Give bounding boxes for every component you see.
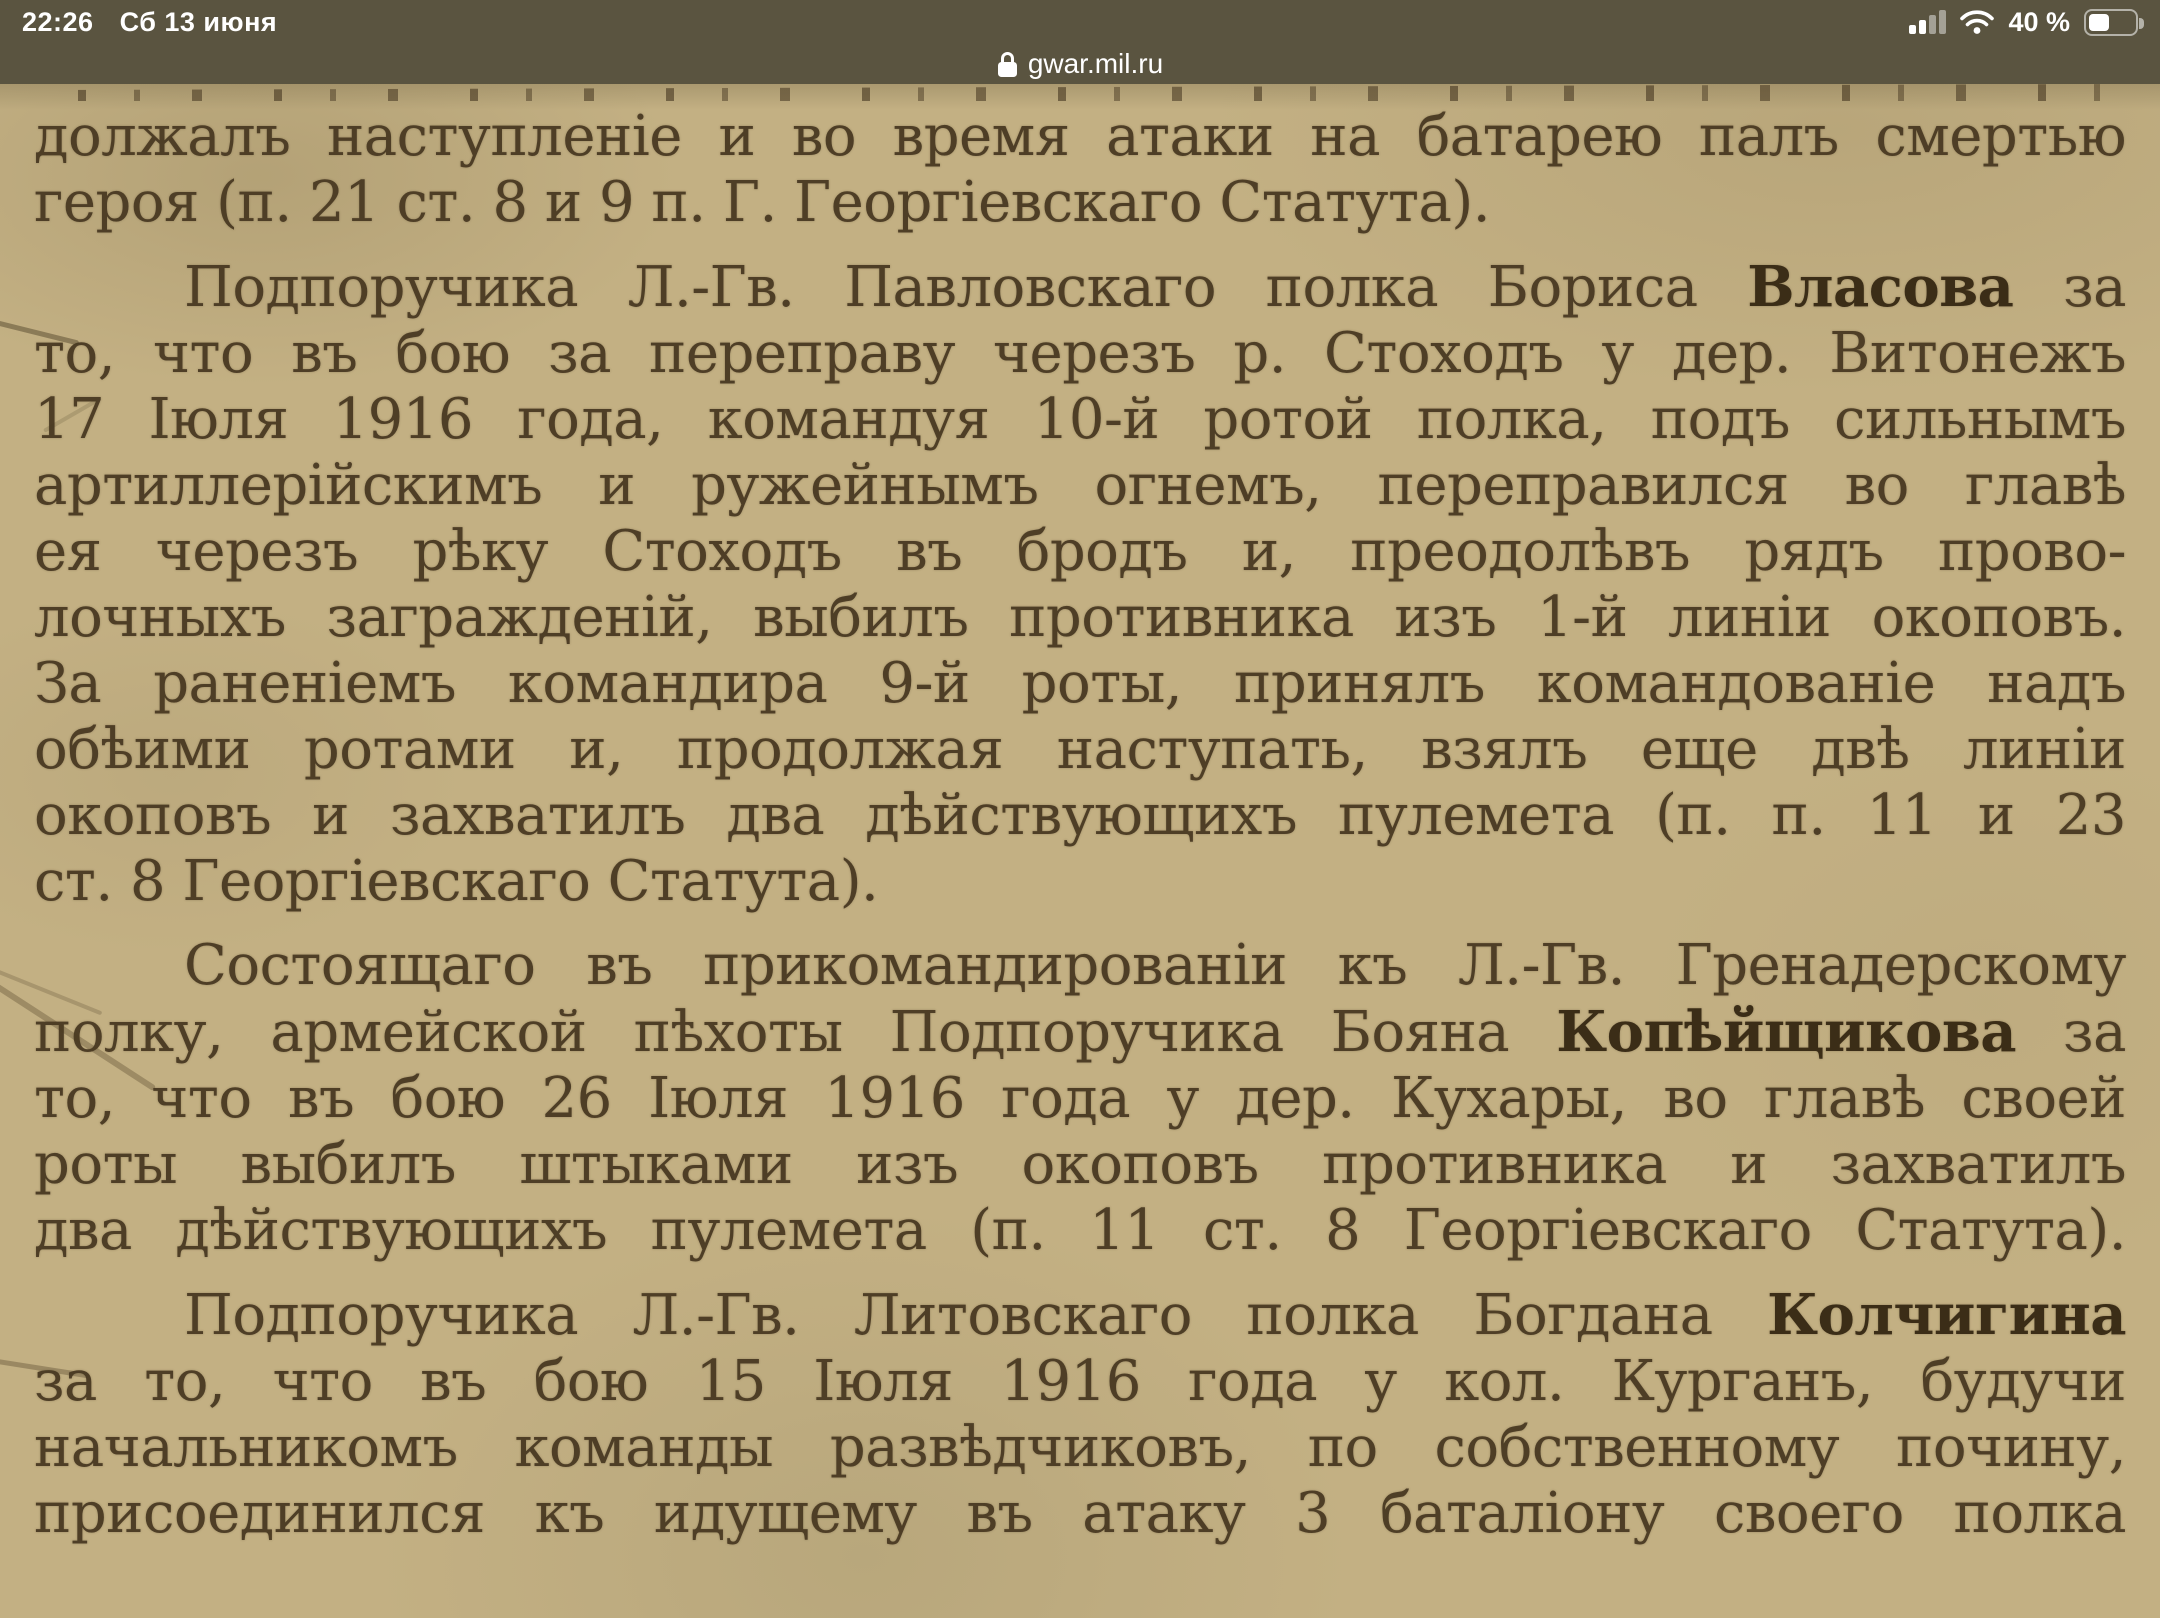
text-line: должалъ наступленіе и во время атаки на батарею палъ смертью: [34, 104, 2126, 169]
text-line: полку, армейской пѣхоты Подпоручика Бояна Копѣйщикова за: [34, 999, 2126, 1065]
text-line: то, что въ бою 26 Іюля 1916 года у дер. Кухары, во главѣ своей: [34, 1066, 2126, 1131]
text-line: окоповъ и захватилъ два дѣйствующихъ пулемета (п. п. 11 и 23: [34, 783, 2126, 848]
text-line: то, что въ бою за переправу черезъ р. Стоходъ у дер. Витонежъ: [34, 321, 2126, 386]
clipped-text-line: [60, 84, 2120, 101]
clock: 22:26: [22, 6, 94, 37]
url-domain: gwar.mil.ru: [1027, 48, 1164, 79]
text-line: ея черезъ рѣку Стоходъ въ бродъ и, преодолѣвъ рядъ прово-: [34, 519, 2126, 584]
status-left: [22, 7, 277, 38]
scanned-document-page[interactable]: [0, 84, 2160, 1618]
status-date: Сб 13 июня: [119, 6, 278, 37]
text-line: два дѣйствующихъ пулемета (п. 11 ст. 8 Георгіевскаго Статута).: [34, 1198, 2126, 1263]
text-line: героя (п. 21 ст. 8 и 9 п. Г. Георгіевскаго Статута).: [34, 170, 1491, 235]
text-line: лочныхъ загражденій, выбилъ противника изъ 1-й линіи окоповъ.: [34, 585, 2126, 650]
status-bar: [0, 0, 2160, 44]
document-text: [0, 104, 2160, 1547]
text-line: за то, что въ бою 15 Іюля 1916 года у кол. Курганъ, будучи: [34, 1349, 2126, 1414]
text-line: начальникомъ команды развѣдчиковъ, по собственному почину,: [34, 1415, 2126, 1480]
text-line: 17 Іюля 1916 года, командуя 10-й ротой полка, подъ сильнымъ: [34, 387, 2126, 452]
lock-icon: [997, 51, 1018, 78]
status-right: [1909, 7, 2138, 38]
text-line: обѣими ротами и, продолжая наступать, взялъ еще двѣ линіи: [34, 717, 2126, 782]
wifi-icon: [1960, 9, 1994, 35]
text-line: Подпоручика Л.-Гв. Литовскаго полка Богдана Колчигина: [184, 1282, 2126, 1348]
text-line: Подпоручика Л.-Гв. Павловскаго полка Бориса Власова за: [184, 254, 2126, 320]
cellular-signal-icon: [1909, 10, 1946, 34]
text-line: артиллерійскимъ и ружейнымъ огнемъ, переправился во главѣ: [34, 453, 2126, 518]
text-line: ст. 8 Георгіевскаго Статута).: [34, 849, 879, 914]
text-line: присоединился къ идущему въ атаку 3 баталіону своего полка: [34, 1481, 2126, 1546]
battery-icon: [2084, 9, 2138, 36]
text-line: Состоящаго въ прикомандированіи къ Л.-Гв. Гренадерскому: [184, 933, 2126, 998]
address-bar[interactable]: [0, 44, 2160, 84]
browser-chrome: [0, 0, 2160, 84]
text-line: За раненіемъ командира 9-й роты, принялъ командованіе надъ: [34, 651, 2126, 716]
battery-percent: 40 %: [2008, 6, 2070, 37]
text-line: роты выбилъ штыками изъ окоповъ противника и захватилъ: [34, 1132, 2126, 1197]
